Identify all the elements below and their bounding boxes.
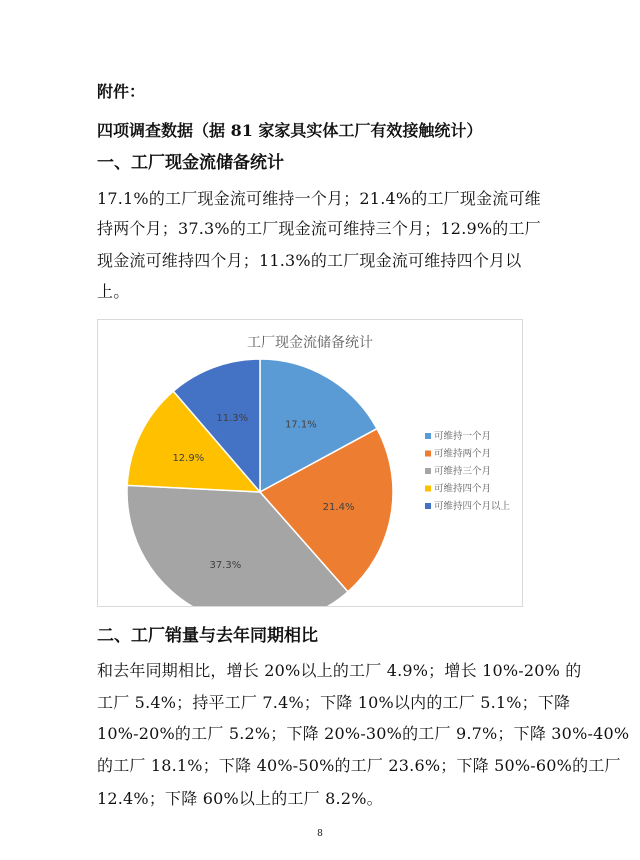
page-number: 8 [317,829,323,839]
paragraph-line: 现金流可维持四个月；11.3%的工厂现金流可维持四个月以 [97,251,522,270]
paragraph-line: 上。 [97,282,130,301]
pie-chart [97,319,523,607]
legend-swatch [425,433,431,439]
paragraph-line: 的工厂 18.1%；下降 40%-50%的工厂 23.6%；下降 50%-60%的工厂 [97,756,621,775]
paragraph-line: 17.1%的工厂现金流可维持一个月；21.4%的工厂现金流可维 [97,189,541,208]
slice-data-label: 12.9% [172,452,205,464]
legend-label: 可维持三个月 [434,466,492,477]
paragraph-line: 工厂 5.4%；持平工厂 7.4%；下降 10%以内的工厂 5.1%；下降 [97,693,571,712]
paragraph-line: 10%-20%的工厂 5.2%；下降 20%-30%的工厂 9.7%；下降 30%-40% [97,724,630,743]
survey-title: 四项调查数据（据 81 家家具实体工厂有效接触统计） [97,121,483,140]
legend-label: 可维持两个月 [434,448,492,460]
pie-chart-svg [98,320,522,606]
legend-swatch [425,486,431,492]
paragraph-line: 12.4%；下降 60%以上的工厂 8.2%。 [97,789,383,808]
slice-data-label: 37.3% [209,559,242,571]
legend-swatch [425,503,431,509]
attachment-label: 附件： [97,82,146,101]
slice-data-label: 17.1% [284,419,317,431]
legend-label: 可维持四个月以上 [434,501,511,512]
legend-swatch [425,468,431,474]
section1-heading: 一、工厂现金流储备统计 [97,153,284,173]
slice-data-label: 21.4% [322,501,355,513]
legend-label: 可维持四个月 [434,483,492,495]
paragraph-line: 和去年同期相比，增长 20%以上的工厂 4.9%；增长 10%-20% 的 [97,661,582,680]
legend-swatch [425,451,431,457]
chart-title: 工厂现金流储备统计 [247,335,373,351]
paragraph-line: 持两个月；37.3%的工厂现金流可维持三个月；12.9%的工厂 [97,219,541,238]
slice-data-label: 11.3% [216,413,249,425]
legend-label: 可维持一个月 [434,431,492,442]
section2-heading: 二、工厂销量与去年同期相比 [97,626,318,646]
